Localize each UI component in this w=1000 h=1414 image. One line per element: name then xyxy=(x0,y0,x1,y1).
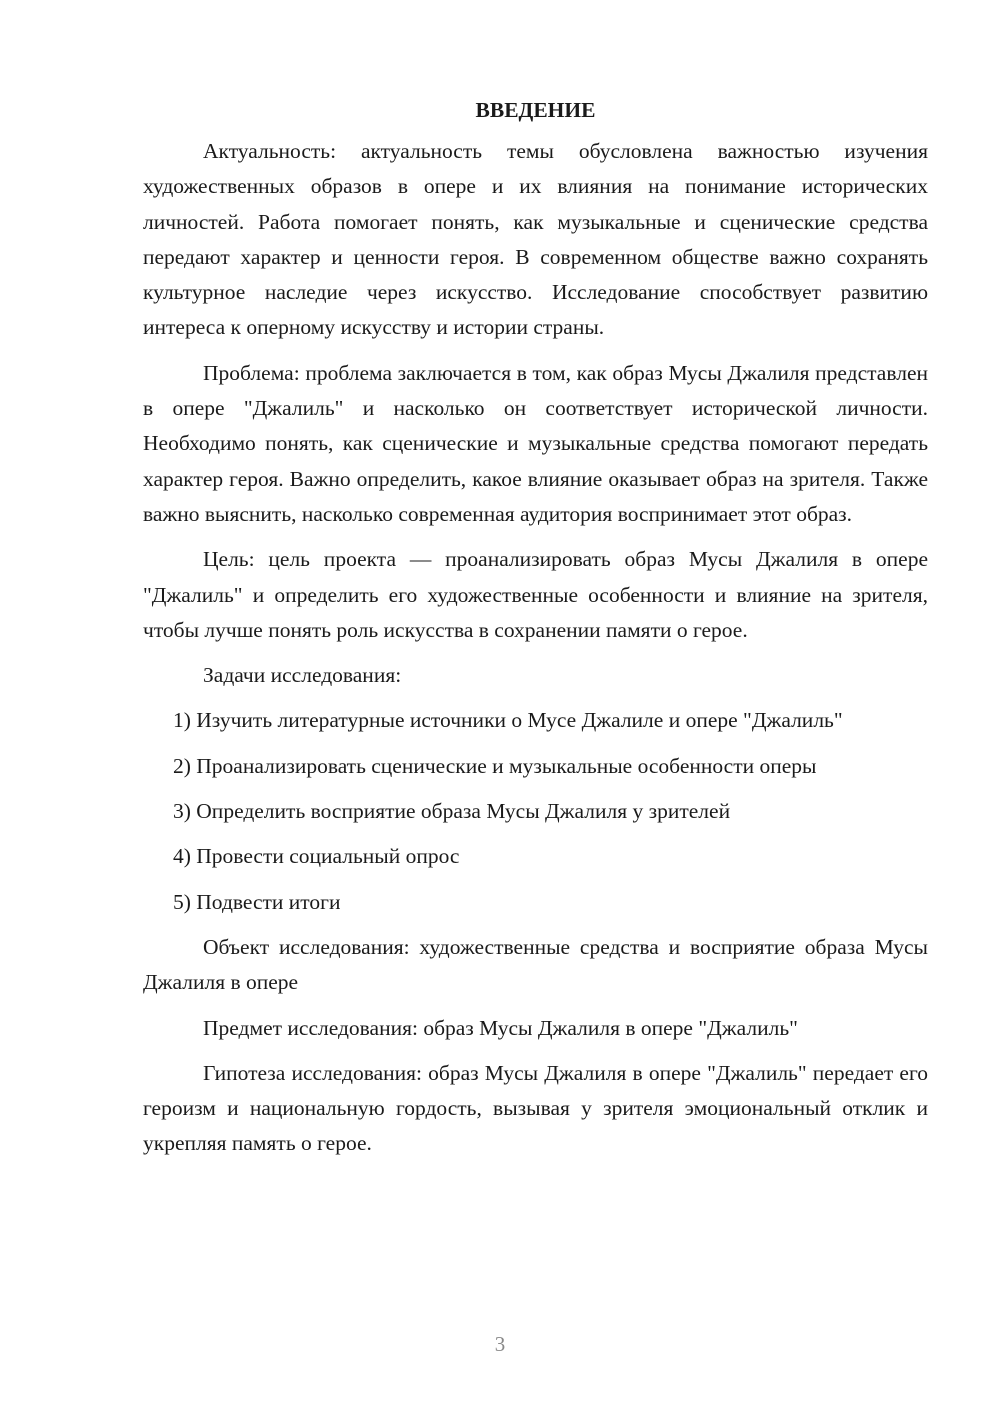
tasks-heading: Задачи исследования: xyxy=(203,663,402,688)
task-item: 2) Проанализировать сценические и музыкальные особенности оперы xyxy=(173,753,817,778)
object-paragraph: Объект исследования: художественные средства и восприятие образа Мусы Джалиля в опере xyxy=(143,934,928,995)
page-title: ВВЕДЕНИЕ xyxy=(475,98,596,122)
task-item: 1) Изучить литературные источники о Мусе Джалиле и опере "Джалиль" xyxy=(173,708,843,733)
goal-paragraph: Цель: цель проекта — проанализировать образ Мусы Джалиля в опере "Джалиль" и определить его художественные особенности и влияние на зрителя, чтобы лучше понять роль искусства в сохранении памяти о герое. xyxy=(143,547,928,642)
task-item: 5) Подвести итоги xyxy=(173,889,341,914)
task-item: 4) Провести социальный опрос xyxy=(173,844,460,869)
document-page xyxy=(143,92,928,1172)
hypothesis-paragraph: Гипотеза исследования: образ Мусы Джалиля в опере "Джалиль" передает его героизм и национальную гордость, вызывая у зрителя эмоциональный отклик и укрепляя память о герое. xyxy=(143,1060,928,1156)
subject-paragraph: Предмет исследования: образ Мусы Джалиля в опере "Джалиль" xyxy=(203,1015,798,1040)
task-item: 3) Определить восприятие образа Мусы Джалиля у зрителей xyxy=(173,799,731,824)
relevance-paragraph: Актуальность: актуальность темы обусловлена важностью изучения художественных образов в опере и их влияния на понимание исторических личностей. Работа помогает понять, как музыкальные и сценические средства передают характер и ценности героя. В современном обществе важно сохранять культурное наследие через искусство. Исследование способствует развитию интереса к оперному искусству и истории страны. xyxy=(143,139,928,340)
problem-paragraph: Проблема: проблема заключается в том, как образ Мусы Джалиля представлен в опере "Джалиль" и насколько он соответствует исторической личности. Необходимо понять, как сценические и музыкальные средства помогают передать характер героя. Важно определить, какое влияние оказывает образ на зрителя. Также важно выяснить, насколько современная аудитория воспринимает этот образ. xyxy=(143,360,928,526)
page-number: 3 xyxy=(494,1332,506,1356)
